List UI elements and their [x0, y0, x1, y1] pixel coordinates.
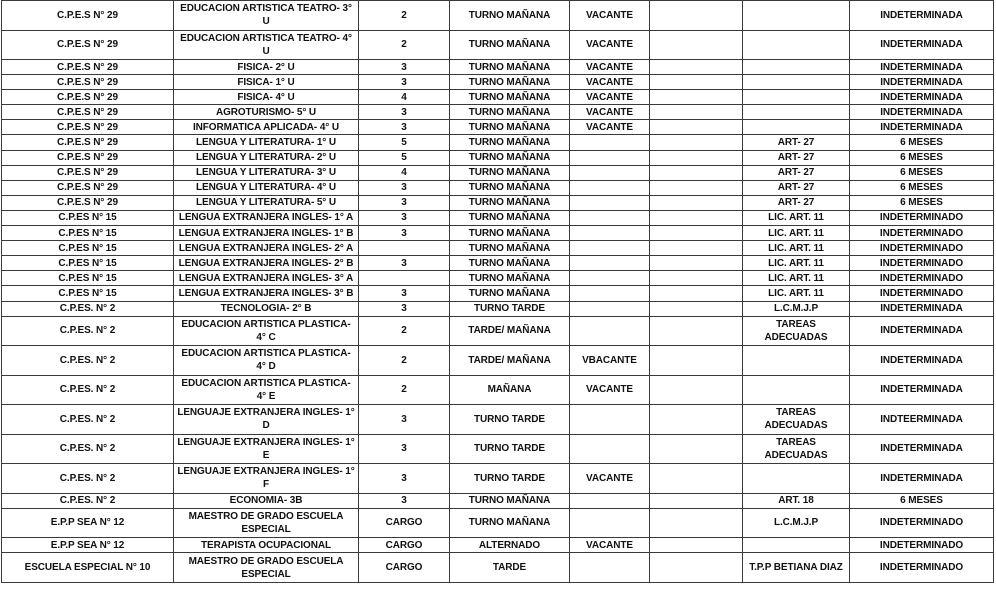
duration-cell: 6 MESES [850, 165, 994, 180]
status-cell [570, 180, 650, 195]
hours-cell: 3 [359, 120, 450, 135]
hours-cell [359, 271, 450, 286]
shift-cell: TURNO MAÑANA [450, 286, 570, 301]
hours-cell: 2 [359, 1, 450, 31]
extra-cell [650, 120, 743, 135]
school-cell: C.P.E.S N° 29 [2, 180, 174, 195]
extra-cell [650, 60, 743, 75]
shift-cell: TURNO MAÑANA [450, 241, 570, 256]
hours-cell: 4 [359, 165, 450, 180]
school-cell: C.P.ES. N° 2 [2, 346, 174, 376]
table-row [2, 256, 994, 271]
table-row [2, 493, 994, 508]
school-cell: C.P.ES. N° 2 [2, 493, 174, 508]
school-cell: E.P.P SEA N° 12 [2, 538, 174, 553]
table-row [2, 195, 994, 210]
school-cell: C.P.ES N° 15 [2, 256, 174, 271]
shift-cell: MAÑANA [450, 375, 570, 405]
reason-cell: LIC. ART. 11 [743, 271, 850, 286]
status-cell [570, 135, 650, 150]
reason-cell: LIC. ART. 11 [743, 256, 850, 271]
status-cell [570, 165, 650, 180]
status-cell [570, 226, 650, 241]
school-cell: C.P.E.S N° 29 [2, 90, 174, 105]
extra-cell [650, 316, 743, 346]
extra-cell [650, 1, 743, 31]
shift-cell: TURNO MAÑANA [450, 180, 570, 195]
subject-cell: LENGUAJE EXTRANJERA INGLES- 1° E [174, 434, 359, 464]
reason-cell: TAREAS ADECUADAS [743, 316, 850, 346]
extra-cell [650, 90, 743, 105]
duration-cell: INDETERMINADO [850, 538, 994, 553]
subject-cell: LENGUA EXTRANJERA INGLES- 3° B [174, 286, 359, 301]
reason-cell: LIC. ART. 11 [743, 241, 850, 256]
duration-cell: INDETERMINADO [850, 286, 994, 301]
subject-cell: EDUCACION ARTISTICA TEATRO- 3° U [174, 1, 359, 31]
shift-cell: TURNO TARDE [450, 434, 570, 464]
hours-cell: 3 [359, 105, 450, 120]
school-cell: C.P.E.S N° 29 [2, 105, 174, 120]
hours-cell: 3 [359, 286, 450, 301]
reason-cell [743, 75, 850, 90]
duration-cell: INDETERMINADO [850, 271, 994, 286]
reason-cell: TAREAS ADECUADAS [743, 434, 850, 464]
subject-cell: LENGUA Y LITERATURA- 1° U [174, 135, 359, 150]
extra-cell [650, 180, 743, 195]
shift-cell: TURNO MAÑANA [450, 508, 570, 538]
school-cell: C.P.E.S N° 29 [2, 1, 174, 31]
shift-cell: TURNO MAÑANA [450, 120, 570, 135]
extra-cell [650, 210, 743, 225]
hours-cell: 3 [359, 180, 450, 195]
duration-cell: INDETERMINADA [850, 301, 994, 316]
school-cell: C.P.E.S N° 29 [2, 120, 174, 135]
extra-cell [650, 135, 743, 150]
status-cell: VACANTE [570, 90, 650, 105]
duration-cell: INDETERMINADA [850, 120, 994, 135]
reason-cell: T.P.P BETIANA DIAZ [743, 553, 850, 583]
extra-cell [650, 538, 743, 553]
reason-cell: L.C.M.J.P [743, 301, 850, 316]
reason-cell [743, 60, 850, 75]
duration-cell: INDETERMINADO [850, 508, 994, 538]
school-cell: C.P.ES. N° 2 [2, 375, 174, 405]
reason-cell [743, 30, 850, 60]
reason-cell [743, 464, 850, 494]
shift-cell: TURNO TARDE [450, 405, 570, 435]
subject-cell: MAESTRO DE GRADO ESCUELA ESPECIAL [174, 553, 359, 583]
hours-cell: 2 [359, 30, 450, 60]
hours-cell: CARGO [359, 538, 450, 553]
shift-cell: TURNO MAÑANA [450, 165, 570, 180]
duration-cell: INDETERMINADO [850, 241, 994, 256]
hours-cell: 3 [359, 210, 450, 225]
subject-cell: TERAPISTA OCUPACIONAL [174, 538, 359, 553]
table-row [2, 508, 994, 538]
status-cell: VACANTE [570, 30, 650, 60]
subject-cell: EDUCACION ARTISTICA PLASTICA- 4° C [174, 316, 359, 346]
table-row [2, 105, 994, 120]
status-cell: VACANTE [570, 464, 650, 494]
table-row [2, 210, 994, 225]
extra-cell [650, 30, 743, 60]
table-body [2, 1, 994, 583]
shift-cell: TARDE/ MAÑANA [450, 316, 570, 346]
reason-cell [743, 538, 850, 553]
status-cell [570, 316, 650, 346]
table-row [2, 60, 994, 75]
subject-cell: INFORMATICA APLICADA- 4° U [174, 120, 359, 135]
subject-cell: EDUCACION ARTISTICA PLASTICA- 4° E [174, 375, 359, 405]
school-cell: C.P.E.S N° 29 [2, 135, 174, 150]
school-cell: C.P.ES. N° 2 [2, 464, 174, 494]
reason-cell: LIC. ART. 11 [743, 226, 850, 241]
status-cell: VACANTE [570, 105, 650, 120]
duration-cell: 6 MESES [850, 195, 994, 210]
reason-cell: ART. 18 [743, 493, 850, 508]
status-cell: VACANTE [570, 120, 650, 135]
hours-cell: 3 [359, 434, 450, 464]
shift-cell: TURNO MAÑANA [450, 105, 570, 120]
extra-cell [650, 434, 743, 464]
vacancies-table [1, 0, 994, 583]
hours-cell: 5 [359, 135, 450, 150]
duration-cell: INDETERMINADA [850, 30, 994, 60]
status-cell: VBACANTE [570, 346, 650, 376]
table-row [2, 75, 994, 90]
school-cell: C.P.ES N° 15 [2, 210, 174, 225]
status-cell [570, 286, 650, 301]
table-row [2, 226, 994, 241]
hours-cell: 3 [359, 60, 450, 75]
reason-cell: ART- 27 [743, 135, 850, 150]
table-row [2, 405, 994, 435]
reason-cell: L.C.M.J.P [743, 508, 850, 538]
shift-cell: TURNO MAÑANA [450, 256, 570, 271]
table-row [2, 241, 994, 256]
reason-cell: ART- 27 [743, 165, 850, 180]
subject-cell: MAESTRO DE GRADO ESCUELA ESPECIAL [174, 508, 359, 538]
duration-cell: INDETERMINADA [850, 316, 994, 346]
hours-cell: 3 [359, 195, 450, 210]
shift-cell: TURNO MAÑANA [450, 210, 570, 225]
hours-cell: 3 [359, 301, 450, 316]
duration-cell: INDETERMINADA [850, 346, 994, 376]
shift-cell: TURNO MAÑANA [450, 226, 570, 241]
school-cell: ESCUELA ESPECIAL N° 10 [2, 553, 174, 583]
extra-cell [650, 493, 743, 508]
duration-cell: INDETERMINADO [850, 553, 994, 583]
school-cell: C.P.ES. N° 2 [2, 434, 174, 464]
hours-cell: 2 [359, 346, 450, 376]
shift-cell: TURNO TARDE [450, 301, 570, 316]
reason-cell: ART- 27 [743, 195, 850, 210]
hours-cell [359, 241, 450, 256]
extra-cell [650, 165, 743, 180]
status-cell: VACANTE [570, 60, 650, 75]
status-cell [570, 195, 650, 210]
school-cell: C.P.ES N° 15 [2, 271, 174, 286]
table-row [2, 1, 994, 31]
duration-cell: INDTEERMINADA [850, 405, 994, 435]
hours-cell: 3 [359, 226, 450, 241]
extra-cell [650, 256, 743, 271]
duration-cell: INDETERMINADO [850, 210, 994, 225]
school-cell: C.P.ES N° 15 [2, 286, 174, 301]
school-cell: E.P.P SEA N° 12 [2, 508, 174, 538]
table-row [2, 553, 994, 583]
subject-cell: LENGUA EXTRANJERA INGLES- 2° B [174, 256, 359, 271]
school-cell: C.P.ES. N° 2 [2, 405, 174, 435]
table-row [2, 271, 994, 286]
reason-cell [743, 1, 850, 31]
status-cell [570, 508, 650, 538]
school-cell: C.P.ES N° 15 [2, 226, 174, 241]
table-row [2, 180, 994, 195]
shift-cell: TURNO MAÑANA [450, 150, 570, 165]
subject-cell: AGROTURISMO- 5° U [174, 105, 359, 120]
shift-cell: TURNO MAÑANA [450, 195, 570, 210]
status-cell [570, 271, 650, 286]
reason-cell [743, 90, 850, 105]
hours-cell: 3 [359, 75, 450, 90]
table-row [2, 375, 994, 405]
status-cell [570, 210, 650, 225]
shift-cell: TURNO TARDE [450, 464, 570, 494]
status-cell [570, 256, 650, 271]
status-cell: VACANTE [570, 538, 650, 553]
status-cell [570, 493, 650, 508]
hours-cell: 3 [359, 493, 450, 508]
status-cell [570, 301, 650, 316]
subject-cell: LENGUAJE EXTRANJERA INGLES- 1° F [174, 464, 359, 494]
shift-cell: TURNO MAÑANA [450, 60, 570, 75]
extra-cell [650, 105, 743, 120]
extra-cell [650, 286, 743, 301]
shift-cell: TURNO MAÑANA [450, 75, 570, 90]
shift-cell: TARDE/ MAÑANA [450, 346, 570, 376]
duration-cell: INDETERMINADA [850, 90, 994, 105]
school-cell: C.P.E.S N° 29 [2, 150, 174, 165]
duration-cell: INDETERMINADA [850, 464, 994, 494]
subject-cell: LENGUA Y LITERATURA- 3° U [174, 165, 359, 180]
status-cell [570, 150, 650, 165]
duration-cell: 6 MESES [850, 493, 994, 508]
school-cell: C.P.ES. N° 2 [2, 316, 174, 346]
duration-cell: INDETERMINADO [850, 226, 994, 241]
status-cell: VACANTE [570, 375, 650, 405]
table-row [2, 301, 994, 316]
subject-cell: TECNOLOGIA- 2° B [174, 301, 359, 316]
hours-cell: 3 [359, 256, 450, 271]
shift-cell: TARDE [450, 553, 570, 583]
subject-cell: EDUCACION ARTISTICA PLASTICA- 4° D [174, 346, 359, 376]
table-row [2, 150, 994, 165]
duration-cell: INDETERMINADA [850, 375, 994, 405]
duration-cell: INDETERMINADA [850, 434, 994, 464]
shift-cell: TURNO MAÑANA [450, 1, 570, 31]
school-cell: C.P.ES. N° 2 [2, 301, 174, 316]
status-cell [570, 405, 650, 435]
table-row [2, 286, 994, 301]
school-cell: C.P.ES N° 15 [2, 241, 174, 256]
subject-cell: FISICA- 4° U [174, 90, 359, 105]
subject-cell: FISICA- 1° U [174, 75, 359, 90]
subject-cell: FISICA- 2° U [174, 60, 359, 75]
table-row [2, 120, 994, 135]
hours-cell: CARGO [359, 553, 450, 583]
shift-cell: TURNO MAÑANA [450, 271, 570, 286]
duration-cell: INDETERMINADA [850, 1, 994, 31]
status-cell [570, 553, 650, 583]
extra-cell [650, 241, 743, 256]
subject-cell: LENGUA EXTRANJERA INGLES- 1° A [174, 210, 359, 225]
subject-cell: LENGUA EXTRANJERA INGLES- 2° A [174, 241, 359, 256]
status-cell [570, 434, 650, 464]
subject-cell: LENGUA EXTRANJERA INGLES- 3° A [174, 271, 359, 286]
reason-cell [743, 105, 850, 120]
shift-cell: TURNO MAÑANA [450, 90, 570, 105]
reason-cell: ART- 27 [743, 180, 850, 195]
extra-cell [650, 553, 743, 583]
reason-cell [743, 346, 850, 376]
table-row [2, 30, 994, 60]
extra-cell [650, 301, 743, 316]
table-row [2, 316, 994, 346]
reason-cell [743, 375, 850, 405]
reason-cell: TAREAS ADECUADAS [743, 405, 850, 435]
school-cell: C.P.E.S N° 29 [2, 60, 174, 75]
extra-cell [650, 464, 743, 494]
extra-cell [650, 271, 743, 286]
table-row [2, 346, 994, 376]
reason-cell: ART- 27 [743, 150, 850, 165]
extra-cell [650, 150, 743, 165]
subject-cell: LENGUA Y LITERATURA- 4° U [174, 180, 359, 195]
subject-cell: LENGUA Y LITERATURA- 5° U [174, 195, 359, 210]
reason-cell: LIC. ART. 11 [743, 210, 850, 225]
hours-cell: 5 [359, 150, 450, 165]
table-row [2, 464, 994, 494]
shift-cell: TURNO MAÑANA [450, 493, 570, 508]
hours-cell: 3 [359, 405, 450, 435]
shift-cell: TURNO MAÑANA [450, 135, 570, 150]
extra-cell [650, 375, 743, 405]
hours-cell: 2 [359, 375, 450, 405]
duration-cell: INDETERMINADA [850, 60, 994, 75]
extra-cell [650, 508, 743, 538]
status-cell [570, 241, 650, 256]
hours-cell: 2 [359, 316, 450, 346]
school-cell: C.P.E.S N° 29 [2, 75, 174, 90]
hours-cell: 3 [359, 464, 450, 494]
duration-cell: 6 MESES [850, 150, 994, 165]
extra-cell [650, 405, 743, 435]
table-row [2, 165, 994, 180]
duration-cell: 6 MESES [850, 135, 994, 150]
extra-cell [650, 75, 743, 90]
status-cell: VACANTE [570, 75, 650, 90]
table-row [2, 135, 994, 150]
duration-cell: 6 MESES [850, 180, 994, 195]
extra-cell [650, 346, 743, 376]
table-row [2, 538, 994, 553]
duration-cell: INDETERMINADO [850, 256, 994, 271]
subject-cell: ECONOMIA- 3B [174, 493, 359, 508]
subject-cell: EDUCACION ARTISTICA TEATRO- 4° U [174, 30, 359, 60]
school-cell: C.P.E.S N° 29 [2, 30, 174, 60]
subject-cell: LENGUA Y LITERATURA- 2° U [174, 150, 359, 165]
shift-cell: ALTERNADO [450, 538, 570, 553]
school-cell: C.P.E.S N° 29 [2, 195, 174, 210]
shift-cell: TURNO MAÑANA [450, 30, 570, 60]
extra-cell [650, 195, 743, 210]
status-cell: VACANTE [570, 1, 650, 31]
hours-cell: CARGO [359, 508, 450, 538]
duration-cell: INDETERMINADA [850, 75, 994, 90]
hours-cell: 4 [359, 90, 450, 105]
subject-cell: LENGUAJE EXTRANJERA INGLES- 1° D [174, 405, 359, 435]
extra-cell [650, 226, 743, 241]
reason-cell [743, 120, 850, 135]
duration-cell: INDETERMINADA [850, 105, 994, 120]
table-row [2, 90, 994, 105]
subject-cell: LENGUA EXTRANJERA INGLES- 1° B [174, 226, 359, 241]
reason-cell: LIC. ART. 11 [743, 286, 850, 301]
table-row [2, 434, 994, 464]
school-cell: C.P.E.S N° 29 [2, 165, 174, 180]
